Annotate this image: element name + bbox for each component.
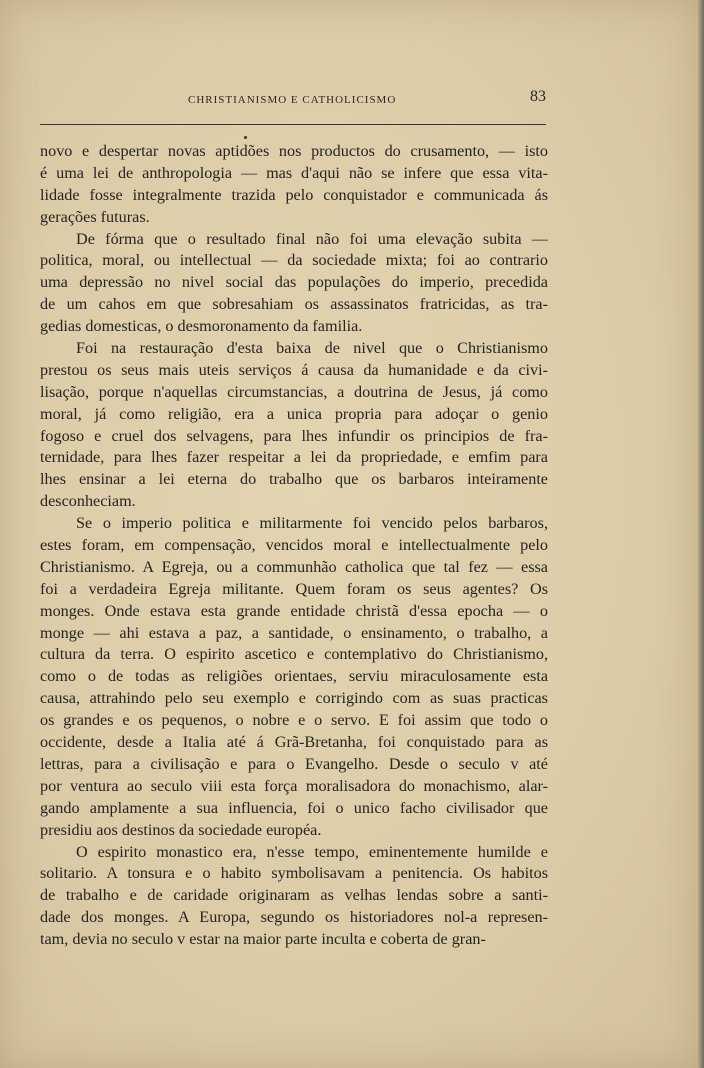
text-line: moral, já como religião, era a unica propria para adoçar o genio: [40, 404, 548, 423]
text-line: foi a verdadeira Egreja militante. Quem foram os seus agentes? Os: [40, 579, 548, 598]
text-line: gando amplamente a sua influencia, foi o unico facho civilisador que: [40, 798, 548, 817]
text-line: como o de todas as religiões orientaes, serviu miraculosamente esta: [40, 667, 548, 686]
ink-dot: [244, 136, 247, 139]
paragraph: [40, 842, 548, 951]
text-line: O espirito monastico era, n'esse tempo, eminentemente humilde e: [76, 842, 548, 861]
page-edge: [698, 0, 704, 1068]
text-line: os grandes e os pequenos, o nobre e o servo. E foi assim que todo o: [40, 711, 548, 730]
paragraph: [40, 229, 548, 338]
text-line: fogoso e cruel dos selvagens, para lhes infundir os principios de fra-: [40, 426, 548, 445]
paragraph: [40, 513, 548, 841]
text-line: cultura da terra. O espirito ascetico e contemplativo do Christianismo,: [40, 645, 548, 664]
text-line: dade dos monges. A Europa, segundo os historiadores nol-a represen-: [40, 908, 548, 927]
text-line: causa, attrahindo pelo seu exemplo e corrigindo com as suas practicas: [40, 689, 548, 708]
text-line: ternidade, para lhes fazer respeitar a lei da propriedade, e emfim para: [40, 448, 548, 467]
text-line: gerações futuras.: [40, 207, 150, 226]
text-line: presidiu aos destinos da sociedade européa.: [40, 820, 322, 839]
text-line: por ventura ao seculo viii esta força moralisadora do monachismo, alar-: [40, 776, 548, 795]
text-line: lisação, porque n'aquellas circumstancias, a doutrina de Jesus, já como: [40, 382, 548, 401]
text-line: tam, devia no seculo v estar na maior parte inculta e coberta de gran-: [40, 930, 486, 949]
text-line: uma depressão no nivel social das populações do imperio, precedida: [40, 273, 548, 292]
text-line: de um cahos em que sobresahiam os assassinatos fratricidas, as tra-: [40, 295, 548, 314]
running-title: CHRISTIANISMO E CATHOLICISMO: [188, 94, 397, 106]
text-line: estes foram, em compensação, vencidos moral e intellectualmente pelo: [40, 536, 548, 555]
paragraph: [40, 338, 548, 513]
text-line: politica, moral, ou intellectual — da sociedade mixta; foi ao contrario: [40, 251, 548, 270]
text-line: lettras, para a civilisação e para o Evangelho. Desde o seculo v até: [40, 754, 548, 773]
text-line: solitario. A tonsura e o habito symbolisavam a penitencia. Os habitos: [40, 864, 548, 883]
text-line: gedias domesticas, o desmoronamento da familia.: [40, 317, 363, 336]
text-line: lidade fosse integralmente trazida pelo conquistador e communicada ás: [40, 185, 548, 204]
body-text: [40, 141, 548, 951]
text-line: de trabalho e de caridade originaram as velhas lendas sobre a santi-: [40, 886, 548, 905]
text-line: lhes ensinar a lei eterna do trabalho que os barbaros inteiramente: [40, 470, 548, 489]
text-line: occidente, desde a Italia até á Grã-Bretanha, foi conquistado para as: [40, 733, 548, 752]
text-line: De fórma que o resultado final não foi uma elevação subita —: [76, 229, 548, 248]
page-number: 83: [530, 88, 546, 105]
header-rule: [40, 124, 546, 125]
paragraph: [40, 141, 548, 229]
text-line: prestou os seus mais uteis serviços á causa da humanidade e da civi-: [40, 360, 548, 379]
text-line: monges. Onde estava esta grande entidade christã d'essa epocha — o: [40, 601, 548, 620]
text-line: Se o imperio politica e militarmente foi vencido pelos barbaros,: [76, 514, 548, 533]
text-line: é uma lei de anthropologia — mas d'aqui não se infere que essa vita-: [40, 163, 548, 182]
text-line: desconheciam.: [40, 492, 136, 511]
page-header: [40, 86, 546, 116]
text-line: Foi na restauração d'esta baixa de nivel que o Christianismo: [76, 339, 548, 358]
text-line: novo e despertar novas aptidões nos productos do crusamento, — isto: [40, 142, 548, 160]
text-line: Christianismo. A Egreja, ou a communhão catholica que tal fez — essa: [40, 557, 548, 576]
text-line: monge — ahi estava a paz, a santidade, o ensinamento, o trabalho, a: [40, 623, 548, 642]
